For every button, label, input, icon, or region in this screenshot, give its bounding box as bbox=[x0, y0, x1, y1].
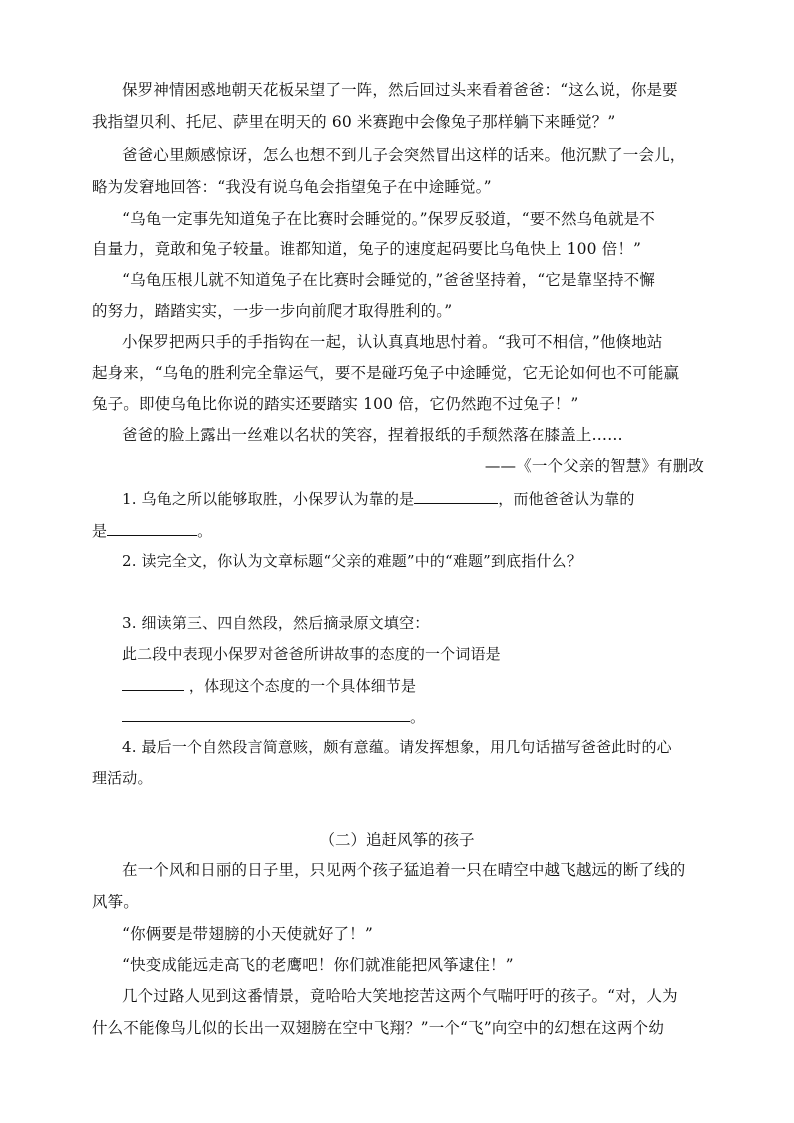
question-3-line1: 此二段中表现小保罗对爸爸所讲故事的态度的一个词语是 bbox=[122, 645, 501, 663]
section-2-p4-line1: 几个过路人见到这番情景，竟哈哈大笑地挖苦这两个气喘吁吁的孩子。“对，人为 bbox=[122, 987, 678, 1005]
answer-blank-q3-detail[interactable] bbox=[122, 706, 410, 722]
story-p4-line2: 的努力，踏踏实实，一步一步向前爬才取得胜利的。” bbox=[92, 302, 453, 320]
question-3-title: 3. 细读第三、四自然段，然后摘录原文填空： bbox=[122, 614, 430, 632]
story-p4-line1: “乌龟压根儿就不知道兔子在比赛时会睡觉的，”爸爸坚持着，“它是靠坚持不懈 bbox=[122, 271, 655, 289]
answer-blank-q1-paul[interactable] bbox=[414, 488, 498, 504]
question-4-line2: 理活动。 bbox=[92, 769, 153, 787]
story-p1-line2: 我指望贝利、托尼、萨里在明天的 60 米赛跑中会像兔子那样躺下来睡觉？” bbox=[92, 113, 616, 131]
section-2-p4-line2: 什么不能像鸟儿似的长出一双翅膀在空中飞翔？”一个“飞”向空中的幻想在这两个幼 bbox=[92, 1019, 664, 1037]
question-1-text-b: ，而他爸爸认为靠的 bbox=[498, 490, 635, 508]
story-p6: 爸爸的脸上露出一丝难以名状的笑容，捏着报纸的手颓然落在膝盖上…… bbox=[122, 426, 623, 444]
answer-blank-q3-word[interactable] bbox=[122, 675, 184, 691]
question-1-line2 bbox=[92, 520, 704, 541]
story-p1-line1: 保罗神情困惑地朝天花板呆望了一阵，然后回过头来看着爸爸：“这么说，你是要 bbox=[122, 81, 678, 99]
story-p3-line2: 自量力，竟敢和兔子较量。谁都知道，兔子的速度起码要比乌龟快上 100 倍！” bbox=[92, 240, 642, 258]
story-p2-line1: 爸爸心里颇感惊讶，怎么也想不到儿子会突然冒出这样的话来。他沉默了一会儿， bbox=[122, 146, 686, 164]
story-p2-line2: 略为发窘地回答：“我没有说乌龟会指望兔子在中途睡觉。” bbox=[92, 178, 492, 196]
section-2-p1-line2: 风筝。 bbox=[92, 893, 139, 911]
question-1-text-a: 1. 乌龟之所以能够取胜，小保罗认为靠的是 bbox=[122, 490, 415, 508]
story-p5-line3: 兔子。即使乌龟比你说的踏实还要踏实 100 倍，它仍然跑不过兔子！” bbox=[92, 395, 579, 413]
question-3-end: 。 bbox=[410, 708, 426, 726]
section-2-p2: “你俩要是带翅膀的小天使就好了！” bbox=[122, 925, 373, 943]
question-4-line1: 4. 最后一个自然段言简意赅，颇有意蕴。请发挥想象，用几句话描写爸爸此时的心 bbox=[122, 738, 672, 756]
section-2-p3: “快变成能远走高飞的老鹰吧！你们就准能把风筝逮住！” bbox=[122, 956, 514, 974]
question-1-text-d: 。 bbox=[197, 522, 213, 540]
question-3-line3 bbox=[122, 706, 704, 727]
question-1-text-c: 是 bbox=[92, 522, 108, 540]
question-3-text-detail: ，体现这个态度的一个具体细节是 bbox=[184, 677, 417, 695]
section-2-title: （二）追赶风筝的孩子 bbox=[319, 831, 475, 849]
question-3-line2 bbox=[122, 675, 704, 696]
question-2: 2. 读完全文，你认为文章标题“父亲的难题”中的“难题”到底指什么？ bbox=[122, 552, 582, 570]
answer-blank-q1-dad[interactable] bbox=[107, 520, 197, 536]
story-p5-line1: 小保罗把两只手的手指钩在一起，认认真真地思忖着。“我可不相信，”他倏地站 bbox=[122, 333, 663, 351]
section-2-p1-line1: 在一个风和日丽的日子里，只见两个孩子猛追着一只在晴空中越飞越远的断了线的 bbox=[122, 861, 686, 879]
story-p5-line2: 起身来，“乌龟的胜利完全靠运气，要不是碰巧兔子中途睡觉，它无论如何也不可能赢 bbox=[92, 364, 680, 382]
story-p3-line1: “乌龟一定事先知道兔子在比赛时会睡觉的。”保罗反驳道，“要不然乌龟就是不 bbox=[122, 210, 655, 228]
story-source: ——《一个父亲的智慧》有删改 bbox=[484, 457, 704, 475]
question-1-line1 bbox=[122, 488, 704, 509]
